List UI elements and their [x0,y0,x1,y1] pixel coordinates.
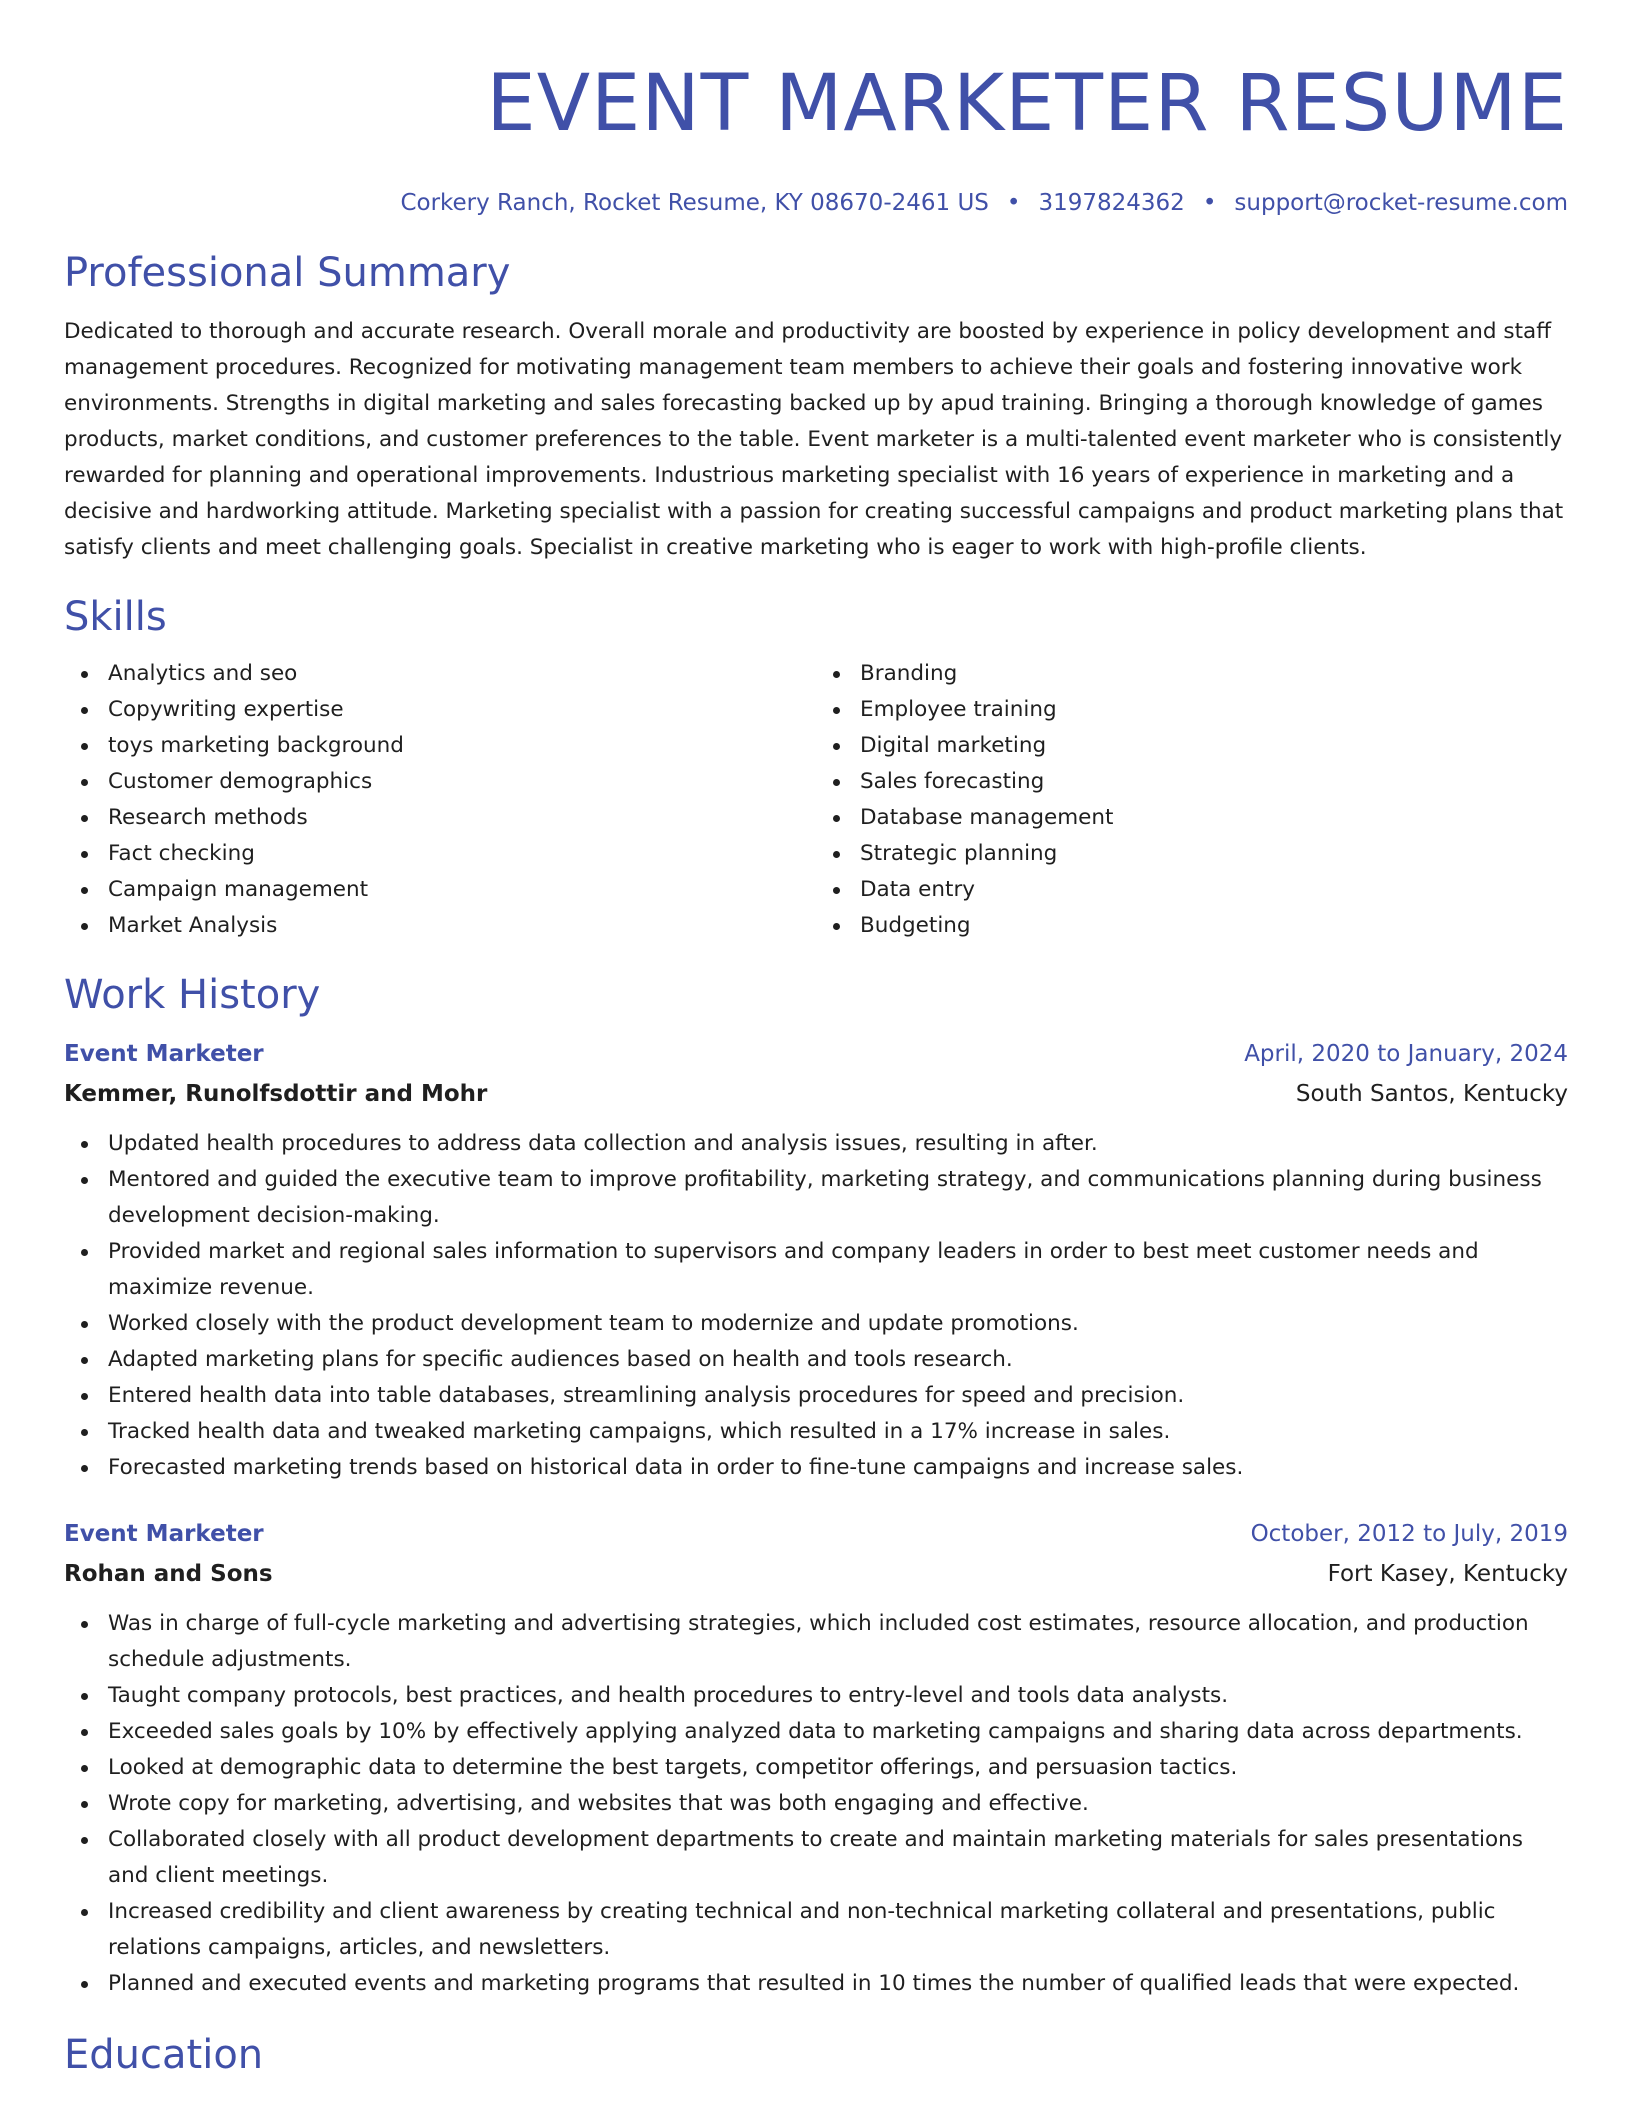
skills-grid [64,656,1568,944]
job-header [64,1036,1568,1072]
skill-item: Database management [860,800,1568,836]
duty-item: Forecasted marketing trends based on historical data in order to fine-tune campaigns and increase sales. [108,1450,1568,1486]
duty-item: Updated health procedures to address data collection and analysis issues, resulting in after. [108,1126,1568,1162]
duty-item: Taught company protocols, best practices, and health procedures to entry-level and tools data analysts. [108,1678,1568,1714]
duty-item: Was in charge of full-cycle marketing and advertising strategies, which included cost estimates, resource allocation, and production schedule adjustments. [108,1606,1568,1678]
duty-item: Tracked health data and tweaked marketing campaigns, which resulted in a 17% increase in sales. [108,1414,1568,1450]
duty-item: Wrote copy for marketing, advertising, and websites that was both engaging and effective. [108,1786,1568,1822]
job-duties [64,1606,1568,2002]
duty-item: Exceeded sales goals by 10% by effectively applying analyzed data to marketing campaigns and sharing data across departments. [108,1714,1568,1750]
duty-item: Mentored and guided the executive team to improve profitability, marketing strategy, and communications planning during business development decision-making. [108,1162,1568,1234]
job-dates: April, 2020 to January, 2024 [1244,1041,1568,1067]
summary-text: Dedicated to thorough and accurate research. Overall morale and productivity are boosted by experience in policy development and staff management procedures. Recognized for motivating management team members to achieve their goals and fostering innovative work environments. Strengths in digital marketing and sales forecasting backed up by apud training. Bringing a thorough knowledge of games products, market conditions, and customer preferences to the table. Event marketer is a multi-talented event marketer who is consistently rewarded for planning and operational improvements. Industrious marketing specialist with 16 years of experience in marketing and a decisive and hardworking attitude. Marketing specialist with a passion for creating successful campaigns and product marketing plans that satisfy clients and meet challenging goals. Specialist in creative marketing who is eager to work with high-profile clients. [64,319,1564,560]
skill-item: Data entry [860,872,1568,908]
job-subheader [64,1556,1568,1592]
job-duties [64,1126,1568,1486]
job-entry [64,1516,1568,2002]
skill-item: Copywriting expertise [108,692,816,728]
duty-item: Provided market and regional sales information to supervisors and company leaders in order to best meet customer needs and maximize revenue. [108,1234,1568,1306]
skill-item: Strategic planning [860,836,1568,872]
duty-item: Adapted marketing plans for specific audiences based on health and tools research. [108,1342,1568,1378]
job-subheader [64,1076,1568,1112]
skill-item: toys marketing background [108,728,816,764]
skill-item: Digital marketing [860,728,1568,764]
skill-item: Research methods [108,800,816,836]
skill-item: Analytics and seo [108,656,816,692]
skill-item: Branding [860,656,1568,692]
job-header [64,1516,1568,1552]
resume-title: EVENT MARKETER RESUME [486,59,1568,149]
contact-phone: 3197824362 [1038,190,1185,216]
skill-item: Customer demographics [108,764,816,800]
summary-heading: Professional Summary [64,250,511,296]
contact-address: Corkery Ranch, Rocket Resume, KY 08670-2461 US [400,190,989,216]
contact-line [64,188,1568,218]
job-title: Event Marketer [64,1041,264,1067]
job-company: Kemmer, Runolfsdottir and Mohr [64,1081,488,1107]
skill-item: Campaign management [108,872,816,908]
job-dates: October, 2012 to July, 2019 [1250,1521,1568,1547]
skill-item: Sales forecasting [860,764,1568,800]
contact-separator: • [1006,190,1021,216]
duty-item: Worked closely with the product development team to modernize and update promotions. [108,1306,1568,1342]
duty-item: Looked at demographic data to determine the best targets, competitor offerings, and persuasion tactics. [108,1750,1568,1786]
skills-heading: Skills [64,594,167,640]
skills-list-left [64,656,816,944]
resume-page [64,0,1568,2080]
duty-item: Entered health data into table databases, streamlining analysis procedures for speed and precision. [108,1378,1568,1414]
contact-email: support@rocket-resume.com [1234,190,1568,216]
duty-item: Increased credibility and client awareness by creating technical and non-technical marketing collateral and presentations, public relations campaigns, articles, and newsletters. [108,1894,1568,1966]
job-location: Fort Kasey, Kentucky [1327,1561,1568,1587]
skill-item: Budgeting [860,908,1568,944]
job-title: Event Marketer [64,1521,264,1547]
job-location: South Santos, Kentucky [1295,1081,1568,1107]
contact-separator: • [1202,190,1217,216]
education-heading: Education [64,2032,264,2078]
skill-item: Fact checking [108,836,816,872]
job-entry [64,1036,1568,1486]
work-history-heading: Work History [64,972,321,1018]
duty-item: Collaborated closely with all product development departments to create and maintain marketing materials for sales presentations and client meetings. [108,1822,1568,1894]
skills-list-right [816,656,1568,944]
skill-item: Market Analysis [108,908,816,944]
duty-item: Planned and executed events and marketing programs that resulted in 10 times the number of qualified leads that were expected. [108,1966,1568,2002]
skill-item: Employee training [860,692,1568,728]
job-company: Rohan and Sons [64,1561,273,1587]
